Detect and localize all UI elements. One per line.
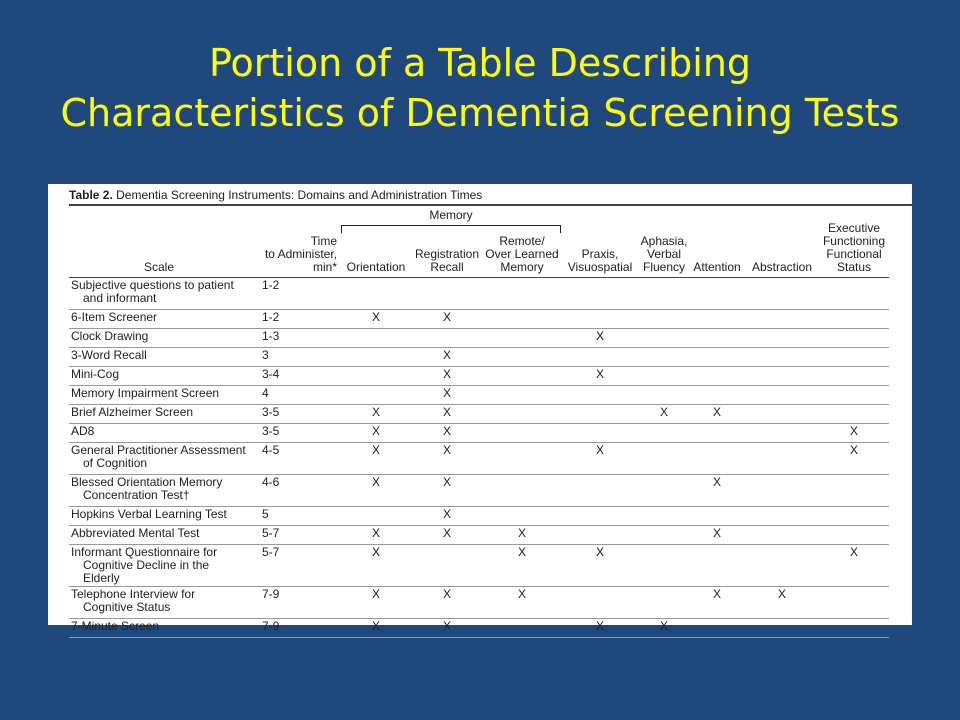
- domain-mark-cell: [745, 619, 819, 638]
- header-time: Time to Administer, min*: [249, 220, 341, 278]
- scale-name-text: Blessed Orientation Memory: [71, 475, 223, 489]
- scale-name-text: Subjective questions to patient: [71, 278, 234, 292]
- domain-mark-cell: [819, 507, 889, 526]
- domain-mark-cell: [639, 278, 689, 310]
- domain-mark-cell: [745, 310, 819, 329]
- table-row: [69, 443, 889, 475]
- domain-mark-cell: X: [411, 443, 483, 475]
- domain-mark-cell: [561, 405, 639, 424]
- domain-mark-cell: [341, 386, 411, 405]
- domain-mark-cell: [819, 310, 889, 329]
- time-cell: 7-9: [249, 587, 341, 619]
- domain-mark-cell: [561, 310, 639, 329]
- domain-mark-cell: X: [819, 545, 889, 587]
- time-cell: 3-5: [249, 424, 341, 443]
- domain-mark-cell: [639, 475, 689, 507]
- table-row: [69, 587, 889, 619]
- domain-mark-cell: [483, 367, 561, 386]
- scale-name-text: and informant: [83, 291, 157, 305]
- domain-mark-cell: [411, 278, 483, 310]
- time-cell: 3-4: [249, 367, 341, 386]
- domain-mark-cell: X: [411, 348, 483, 367]
- table-row: [69, 545, 889, 587]
- domain-mark-cell: X: [341, 424, 411, 443]
- scale-name-text: General Practitioner Assessment: [71, 443, 246, 457]
- domain-mark-cell: [411, 329, 483, 348]
- domain-mark-cell: [745, 443, 819, 475]
- scale-name-cell: [69, 310, 249, 329]
- domain-mark-cell: [639, 329, 689, 348]
- domain-mark-cell: [819, 587, 889, 619]
- scale-name-cell: [69, 278, 249, 310]
- scale-name-text: Concentration Test†: [83, 488, 190, 502]
- domain-mark-cell: X: [411, 526, 483, 545]
- table-row: [69, 278, 889, 310]
- scale-name-cell: [69, 507, 249, 526]
- domain-mark-cell: [745, 367, 819, 386]
- domain-mark-cell: [689, 507, 745, 526]
- scale-name-text: 6-Item Screener: [71, 310, 158, 324]
- header-abstraction: Abstraction: [745, 220, 819, 278]
- domain-mark-cell: [483, 310, 561, 329]
- domain-mark-cell: X: [341, 310, 411, 329]
- screening-table: [69, 220, 889, 638]
- domain-mark-cell: [745, 329, 819, 348]
- domain-mark-cell: [689, 424, 745, 443]
- domain-mark-cell: X: [689, 526, 745, 545]
- domain-mark-cell: X: [561, 367, 639, 386]
- domain-mark-cell: [689, 619, 745, 638]
- scale-name-cell: [69, 424, 249, 443]
- table-caption: [69, 188, 482, 202]
- scale-name-text: Clock Drawing: [71, 329, 149, 343]
- scale-name-text: Mini-Cog: [71, 367, 120, 381]
- time-cell: 4: [249, 386, 341, 405]
- domain-mark-cell: [745, 348, 819, 367]
- domain-mark-cell: X: [411, 405, 483, 424]
- domain-mark-cell: [639, 587, 689, 619]
- domain-mark-cell: X: [639, 405, 689, 424]
- domain-mark-cell: [745, 475, 819, 507]
- domain-mark-cell: X: [411, 424, 483, 443]
- domain-mark-cell: X: [341, 475, 411, 507]
- domain-mark-cell: [561, 424, 639, 443]
- domain-mark-cell: [561, 587, 639, 619]
- time-cell: 1-3: [249, 329, 341, 348]
- domain-mark-cell: [819, 619, 889, 638]
- scale-name-cell: [69, 443, 249, 475]
- domain-mark-cell: X: [411, 367, 483, 386]
- domain-mark-cell: [639, 348, 689, 367]
- scale-name-cell: [69, 619, 249, 638]
- table-caption-text: Dementia Screening Instruments: Domains and Administration Times: [116, 188, 483, 202]
- time-cell: 1-2: [249, 310, 341, 329]
- table-row: [69, 507, 889, 526]
- table-top-rule: [69, 204, 912, 206]
- header-scale: Scale: [69, 220, 249, 278]
- time-cell: 3: [249, 348, 341, 367]
- table-row: [69, 424, 889, 443]
- slide-title: [0, 38, 960, 138]
- domain-mark-cell: [341, 348, 411, 367]
- domain-mark-cell: [689, 367, 745, 386]
- domain-mark-cell: [689, 329, 745, 348]
- domain-mark-cell: X: [411, 310, 483, 329]
- domain-mark-cell: [483, 424, 561, 443]
- scale-name-text: Hopkins Verbal Learning Test: [71, 507, 227, 521]
- header-orientation: Orientation: [341, 220, 411, 278]
- table-header-row: [69, 220, 889, 278]
- scale-name-text: of Cognition: [83, 456, 148, 470]
- domain-mark-cell: X: [341, 587, 411, 619]
- domain-mark-cell: X: [341, 526, 411, 545]
- domain-mark-cell: X: [411, 475, 483, 507]
- time-cell: 5-7: [249, 545, 341, 587]
- domain-mark-cell: [639, 443, 689, 475]
- domain-mark-cell: [483, 278, 561, 310]
- table-row: [69, 405, 889, 424]
- domain-mark-cell: [561, 348, 639, 367]
- domain-mark-cell: [745, 405, 819, 424]
- domain-mark-cell: X: [561, 545, 639, 587]
- domain-mark-cell: [483, 348, 561, 367]
- scale-name-cell: [69, 348, 249, 367]
- header-praxis: Praxis, Visuospatial: [561, 220, 639, 278]
- domain-mark-cell: [341, 507, 411, 526]
- header-remote-memory: Remote/ Over Learned Memory: [483, 220, 561, 278]
- memory-group-label: Memory: [429, 208, 473, 222]
- scale-name-text: Abbreviated Mental Test: [71, 526, 200, 540]
- time-cell: 5: [249, 507, 341, 526]
- table-row: [69, 367, 889, 386]
- table-row: [69, 348, 889, 367]
- domain-mark-cell: X: [483, 526, 561, 545]
- domain-mark-cell: [341, 278, 411, 310]
- domain-mark-cell: [639, 424, 689, 443]
- time-cell: 4-6: [249, 475, 341, 507]
- domain-mark-cell: [639, 507, 689, 526]
- domain-mark-cell: [745, 545, 819, 587]
- time-cell: 3-5: [249, 405, 341, 424]
- domain-mark-cell: [483, 386, 561, 405]
- domain-mark-cell: [483, 507, 561, 526]
- domain-mark-cell: [639, 310, 689, 329]
- scale-name-cell: [69, 545, 249, 587]
- scale-name-cell: [69, 526, 249, 545]
- domain-mark-cell: [639, 367, 689, 386]
- domain-mark-cell: [561, 526, 639, 545]
- domain-mark-cell: [745, 526, 819, 545]
- domain-mark-cell: X: [341, 545, 411, 587]
- table-row: [69, 310, 889, 329]
- header-attention: Attention: [689, 220, 745, 278]
- domain-mark-cell: [483, 443, 561, 475]
- table-row: [69, 526, 889, 545]
- domain-mark-cell: [689, 348, 745, 367]
- domain-mark-cell: [639, 386, 689, 405]
- scale-name-cell: [69, 405, 249, 424]
- scale-name-text: Telephone Interview for: [71, 587, 196, 601]
- scale-name-cell: [69, 587, 249, 619]
- domain-mark-cell: X: [745, 587, 819, 619]
- domain-mark-cell: X: [561, 443, 639, 475]
- domain-mark-cell: X: [819, 443, 889, 475]
- domain-mark-cell: X: [561, 619, 639, 638]
- scale-name-text: Brief Alzheimer Screen: [71, 405, 194, 419]
- slide-title-line-2: Characteristics of Dementia Screening Tests: [60, 91, 900, 135]
- domain-mark-cell: X: [411, 386, 483, 405]
- domain-mark-cell: [341, 329, 411, 348]
- domain-mark-cell: X: [411, 507, 483, 526]
- domain-mark-cell: [561, 507, 639, 526]
- domain-mark-cell: [483, 329, 561, 348]
- domain-mark-cell: [819, 329, 889, 348]
- scale-name-text: Informant Questionnaire for: [71, 545, 218, 559]
- domain-mark-cell: [819, 386, 889, 405]
- domain-mark-cell: [689, 310, 745, 329]
- scale-name-cell: [69, 386, 249, 405]
- table-row: [69, 475, 889, 507]
- domain-mark-cell: [483, 619, 561, 638]
- domain-mark-cell: [561, 386, 639, 405]
- scale-name-text: Cognitive Status: [83, 600, 171, 614]
- scale-name-text: Memory Impairment Screen: [71, 386, 220, 400]
- header-executive: Executive Functioning Functional Status: [819, 220, 889, 278]
- domain-mark-cell: [819, 278, 889, 310]
- domain-mark-cell: [341, 367, 411, 386]
- domain-mark-cell: [819, 475, 889, 507]
- header-registration-recall: Registration Recall: [411, 220, 483, 278]
- domain-mark-cell: [639, 526, 689, 545]
- domain-mark-cell: X: [819, 424, 889, 443]
- slide-title-line-1: Portion of a Table Describing: [208, 41, 752, 85]
- domain-mark-cell: X: [483, 587, 561, 619]
- domain-mark-cell: [745, 424, 819, 443]
- scale-name-text: 7-Minute Screen: [71, 619, 160, 633]
- domain-mark-cell: [745, 507, 819, 526]
- header-aphasia: Aphasia, Verbal Fluency: [639, 220, 689, 278]
- table-panel: [48, 184, 912, 633]
- scale-name-cell: [69, 367, 249, 386]
- domain-mark-cell: [411, 545, 483, 587]
- domain-mark-cell: [819, 367, 889, 386]
- time-cell: 7-9: [249, 619, 341, 638]
- scale-name-text: AD8: [71, 424, 95, 438]
- domain-mark-cell: X: [561, 329, 639, 348]
- domain-mark-cell: [561, 278, 639, 310]
- table-row: [69, 386, 889, 405]
- domain-mark-cell: [689, 545, 745, 587]
- scale-name-cell: [69, 329, 249, 348]
- domain-mark-cell: [819, 348, 889, 367]
- domain-mark-cell: X: [411, 587, 483, 619]
- scale-name-text: Cognitive Decline in the Elderly: [83, 558, 210, 585]
- scale-name-cell: [69, 475, 249, 507]
- domain-mark-cell: [689, 443, 745, 475]
- table-caption-label: Table 2.: [69, 188, 113, 202]
- domain-mark-cell: X: [341, 443, 411, 475]
- table-row: [69, 329, 889, 348]
- domain-mark-cell: X: [689, 587, 745, 619]
- domain-mark-cell: X: [341, 405, 411, 424]
- table-row: [69, 619, 889, 638]
- domain-mark-cell: X: [689, 405, 745, 424]
- domain-mark-cell: [483, 475, 561, 507]
- time-cell: 4-5: [249, 443, 341, 475]
- time-cell: 5-7: [249, 526, 341, 545]
- domain-mark-cell: [483, 405, 561, 424]
- domain-mark-cell: [561, 475, 639, 507]
- domain-mark-cell: X: [689, 475, 745, 507]
- domain-mark-cell: X: [483, 545, 561, 587]
- domain-mark-cell: [819, 405, 889, 424]
- domain-mark-cell: [745, 278, 819, 310]
- domain-mark-cell: [639, 545, 689, 587]
- domain-mark-cell: [819, 526, 889, 545]
- table-body: [69, 278, 889, 638]
- domain-mark-cell: X: [411, 619, 483, 638]
- time-cell: 1-2: [249, 278, 341, 310]
- domain-mark-cell: [745, 386, 819, 405]
- scale-name-text: 3-Word Recall: [71, 348, 147, 362]
- domain-mark-cell: [689, 278, 745, 310]
- domain-mark-cell: X: [341, 619, 411, 638]
- domain-mark-cell: X: [639, 619, 689, 638]
- domain-mark-cell: [689, 386, 745, 405]
